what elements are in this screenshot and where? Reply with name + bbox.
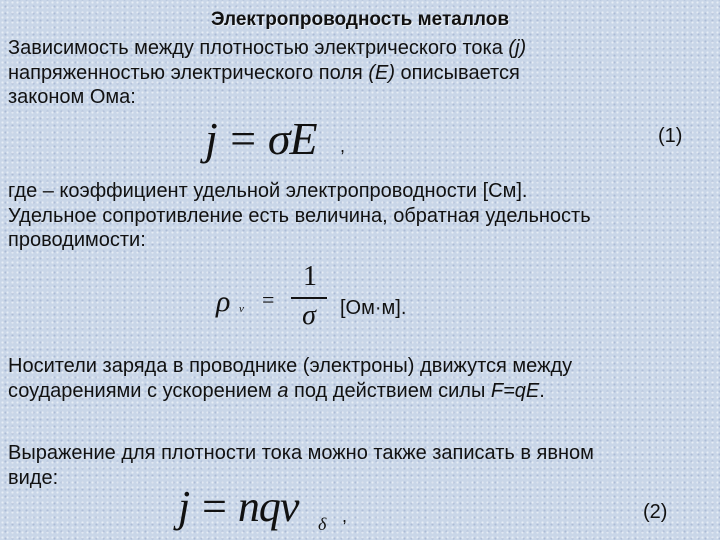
carriers-line2-end: . — [539, 379, 545, 402]
force-formula: F=qE — [490, 379, 540, 402]
definition-line2: Удельное сопротивление есть величина, обратная удельность — [8, 204, 591, 227]
definition-line1: где – коэффициент удельной электропроводности [См]. — [8, 180, 528, 202]
intro-line1-text: Зависимость между плотностью электрического тока — [8, 37, 509, 59]
ohm-law-formula: j = σE — [205, 113, 317, 164]
eq1-number: (1) — [658, 125, 683, 147]
expression-paragraph — [8, 441, 716, 490]
carriers-line2-text: соударениями с ускорением — [8, 379, 278, 402]
fraction-bar — [291, 297, 327, 299]
eq2-comma: , — [342, 506, 348, 526]
carriers-line2-mid: под действием силы — [288, 379, 491, 402]
expression-line1: Выражение для плотности тока можно также записать в явном — [8, 442, 594, 464]
acceleration-symbol: а — [277, 379, 289, 402]
current-density-symbol: (j) — [508, 37, 527, 59]
resistivity-symbol: ρ — [216, 285, 231, 318]
eq2-number: (2) — [643, 501, 668, 523]
resistivity-equals: = — [262, 287, 275, 312]
page-title: Электропроводность металлов — [210, 9, 510, 30]
intro-line2-text: напряженностью электрического поля — [8, 61, 369, 84]
intro-line3-text: законом Ома: — [8, 86, 136, 108]
definition-line3: проводимости: — [8, 229, 146, 251]
drift-velocity-subscript: δ — [318, 514, 327, 534]
carriers-line1: Носители заряда в проводнике (электроны) движутся между — [8, 355, 573, 377]
carriers-paragraph — [8, 354, 716, 403]
field-strength-symbol: (E) — [368, 61, 395, 84]
intro-line2-tail: описывается — [394, 61, 520, 84]
current-density-formula: j = nqv — [178, 482, 299, 531]
definition-paragraph — [8, 179, 716, 253]
fraction-numerator: 1 — [303, 261, 317, 292]
eq1-comma: , — [340, 136, 346, 156]
resistivity-unit: [Ом·м]. — [340, 297, 407, 319]
resistivity-subscript: v — [239, 303, 244, 315]
intro-paragraph — [8, 36, 716, 110]
fraction-denominator: σ — [302, 300, 316, 331]
expression-line2: виде: — [8, 466, 59, 489]
